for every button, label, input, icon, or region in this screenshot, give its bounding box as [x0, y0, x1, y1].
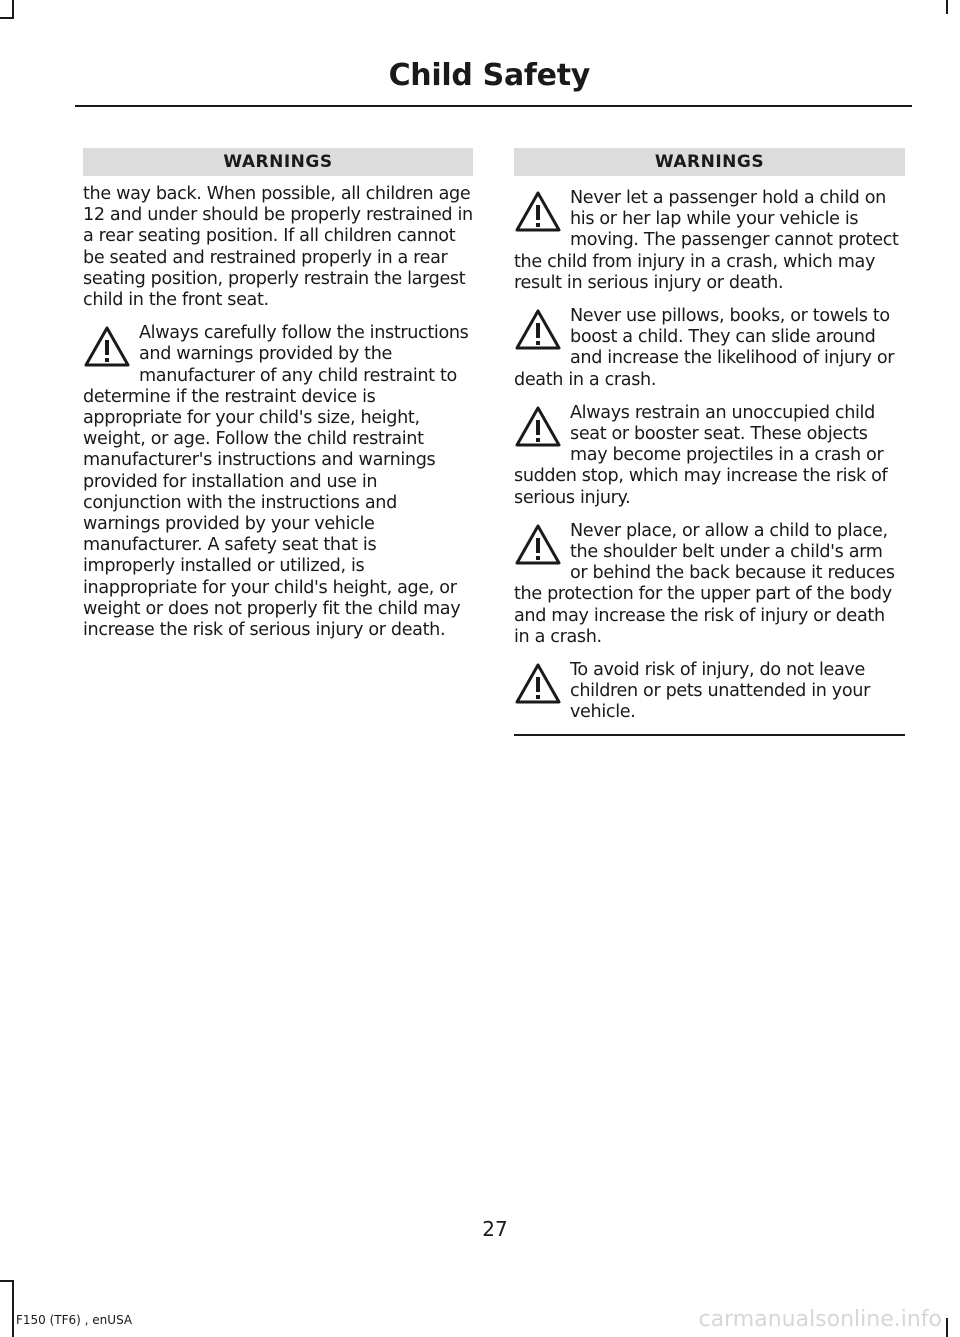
crop-mark [12, 0, 14, 18]
warning-item [514, 306, 905, 391]
watermark: carmanualsonline.info [698, 1307, 942, 1332]
warning-text: Never use pillows, books, or towels to boost a child. They can slide around and increase the likelihood of injury or death in a crash. [514, 306, 895, 390]
warning-text: Always carefully follow the instructions and warnings provided by the manufacturer of any child restraint to determine if the restraint device is appropriate for your child's size, height, weight, or age. Follow the child restraint manufacturer's instructions and warnings provided for installation and use in conjunction with the instructions and warnings provided by your vehicle manufacturer. A safety seat that is improperly installed or utilized, is inappropriate for your child's height, age, or weight or does not properly fit the child may increase the risk of serious injury or death. [83, 323, 469, 641]
document-id: F150 (TF6) , enUSA [16, 1313, 133, 1327]
warning-triangle-icon [514, 662, 566, 710]
page-number: 27 [482, 1217, 508, 1241]
warning-item [514, 188, 905, 294]
warning-text: Never place, or allow a child to place, the shoulder belt under a child's arm or behind the back because it reduces the protection for the upper part of the body and may increase the risk of injury or death in a crash. [514, 520, 895, 647]
crop-mark [946, 1318, 948, 1337]
crop-mark [12, 1280, 14, 1337]
warnings-end-rule [514, 734, 905, 736]
warning-triangle-icon [514, 523, 566, 571]
warning-item [514, 403, 905, 509]
warning-triangle-icon [514, 405, 566, 453]
warnings-heading: WARNINGS [83, 148, 473, 176]
left-column [83, 148, 473, 641]
crop-mark [0, 17, 14, 19]
warnings-heading: WARNINGS [514, 148, 905, 176]
right-column [514, 148, 905, 736]
crop-mark [0, 1280, 14, 1282]
warning-triangle-icon [514, 190, 566, 238]
warning-item [83, 323, 473, 641]
crop-mark [946, 0, 948, 14]
intro-paragraph: the way back. When possible, all children age 12 and under should be properly restrained in a rear seating position. If all children cannot be seated and restrained properly in a rear seating position, properly restrain the largest child in the front seat. [83, 184, 473, 311]
header-rule [75, 105, 912, 107]
warning-triangle-icon [83, 325, 135, 373]
warning-triangle-icon [514, 308, 566, 356]
warning-text: Always restrain an unoccupied child seat or booster seat. These objects may become projectiles in a crash or sudden stop, which may increase the risk of serious injury. [514, 402, 888, 508]
page-title: Child Safety [388, 58, 590, 93]
warning-text: Never let a passenger hold a child on his or her lap while your vehicle is moving. The passenger cannot protect the child from injury in a crash, which may result in serious injury or death. [514, 188, 899, 293]
warning-item [514, 521, 905, 648]
warning-item [514, 660, 905, 724]
warning-text: To avoid risk of injury, do not leave children or pets unattended in your vehicle. [570, 660, 870, 723]
